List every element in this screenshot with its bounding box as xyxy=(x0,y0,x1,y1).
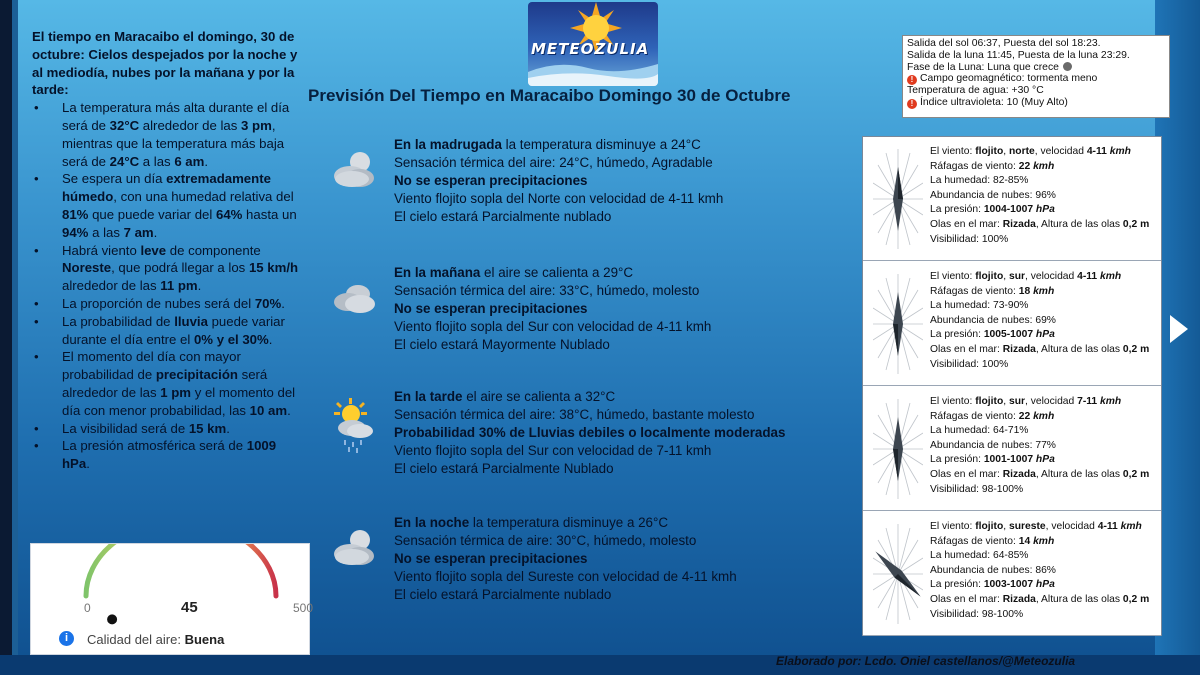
wind-card xyxy=(863,262,1161,386)
wind-line xyxy=(930,145,1149,160)
text: . xyxy=(204,153,209,169)
t: Ráfagas de viento: xyxy=(930,285,1019,297)
v: 0,2 m xyxy=(1122,218,1150,230)
period-sky: El cielo estará Mayormente Nublado xyxy=(394,337,610,352)
value: 81% xyxy=(62,206,89,222)
wind-compass-icon xyxy=(873,395,923,503)
text: alrededor de las xyxy=(62,278,161,294)
label-text: Calidad del aire: xyxy=(87,632,181,647)
left-frame-bar xyxy=(0,0,12,675)
credit-line: Elaborado por: Lcdo. Oniel castellanos/@Meteozulia xyxy=(776,654,1076,668)
v: sur xyxy=(1008,396,1026,407)
value: lluvia xyxy=(174,313,208,329)
moon-icon xyxy=(1063,62,1072,71)
uv-text: Índice ultravioleta: 10 (Muy Alto) xyxy=(920,97,1068,109)
summary-item-precipitation xyxy=(32,348,300,419)
page-title: Previsión Del Tiempo en Maracaibo Domingo 30 de Octubre xyxy=(308,86,791,105)
humidity-line: La humedad: 64-71% xyxy=(930,425,1029,437)
t: , velocidad xyxy=(1045,521,1098,532)
meteozulia-logo xyxy=(528,2,658,86)
t: Ráfagas de viento: xyxy=(930,410,1019,422)
t: , Altura de las olas xyxy=(1035,593,1123,605)
period-temp: el aire se calienta a 29°C xyxy=(480,265,634,280)
period-wind: Viento flojito sopla del Sur con velocidad de 4-11 kmh xyxy=(394,319,712,334)
cloud-line: Abundancia de nubes: 69% xyxy=(930,314,1056,326)
t: , xyxy=(1003,271,1009,282)
v: kmh xyxy=(1120,521,1142,532)
wind-card xyxy=(863,387,1161,511)
t: , velocidad xyxy=(1025,271,1078,282)
period-text xyxy=(394,136,723,226)
precip-text: No se esperan precipitaciones xyxy=(394,301,588,316)
period-sky: El cielo estará Parcialmente Nublado xyxy=(394,461,614,476)
text: , que podrá llegar a los xyxy=(111,260,249,276)
wind-card-text xyxy=(930,395,1149,497)
value: precipitación xyxy=(155,367,238,383)
period-text xyxy=(394,514,737,604)
sun-times: Salida del sol 06:37, Puesta del sol 18:23. xyxy=(907,38,1101,49)
period-name: En la tarde xyxy=(394,389,463,404)
text: alrededor de las xyxy=(139,117,242,133)
waves-line xyxy=(930,593,1149,608)
period-temp: la temperatura disminuye a 24°C xyxy=(501,137,701,152)
t: La presión: xyxy=(930,579,984,591)
wind-compass-icon xyxy=(873,145,923,253)
value: 94% xyxy=(62,224,89,240)
text: y el momento del día con menor probabilidad, las xyxy=(62,384,296,418)
summary-item-visibility xyxy=(32,420,300,438)
period-line-1 xyxy=(394,264,711,282)
v: Rizada xyxy=(1002,343,1036,355)
value: extremadamente húmedo xyxy=(62,171,271,205)
v: norte xyxy=(1008,146,1035,157)
v: Rizada xyxy=(1002,218,1036,230)
wind-card-text xyxy=(930,145,1149,247)
air-quality-card xyxy=(30,543,314,655)
gust-line xyxy=(930,285,1149,300)
text: La proporción de nubes será del xyxy=(62,295,255,311)
t: Ráfagas de viento: xyxy=(930,160,1019,172)
water-temperature: Temperatura de agua: +30 °C xyxy=(907,85,1044,97)
pressure-line xyxy=(930,578,1149,593)
wind-compass-icon xyxy=(873,270,923,378)
t: El viento: xyxy=(930,271,976,282)
period-feels-like: Sensación térmica del aire: 38°C, húmedo, bastante molesto xyxy=(394,407,755,422)
value: 1 pm xyxy=(160,384,192,400)
wind-card-text xyxy=(930,270,1149,372)
text: . xyxy=(287,402,291,418)
value: 70% xyxy=(254,295,282,311)
next-arrow-icon[interactable] xyxy=(1170,315,1188,343)
wind-arrow-icon xyxy=(893,167,903,231)
period-wind: Viento flojito sopla del Sur con velocidad de 7-11 kmh xyxy=(394,443,712,458)
v: kmh xyxy=(1033,535,1055,547)
period-temp: el aire se calienta a 32°C xyxy=(462,389,616,404)
text: . xyxy=(281,295,285,311)
text: puede variar durante el día entre el xyxy=(62,313,285,347)
warning-icon: ! xyxy=(907,99,917,109)
wind-card-text xyxy=(930,520,1149,622)
period-precip xyxy=(394,550,737,568)
t: Olas en el mar: xyxy=(930,593,1003,605)
cloud-line: Abundancia de nubes: 86% xyxy=(930,564,1056,576)
v: kmh xyxy=(1033,160,1055,172)
text: . xyxy=(86,456,90,472)
t: El viento: xyxy=(930,146,976,157)
v: 4-11 xyxy=(1086,146,1110,157)
wind-compass-icon xyxy=(873,520,923,628)
logo-text: METEOZULIA xyxy=(531,40,650,58)
v: kmh xyxy=(1109,146,1131,157)
summary-item-humidity xyxy=(32,170,300,241)
period-precip xyxy=(394,172,723,190)
v: kmh xyxy=(1100,271,1122,282)
v: hPa xyxy=(1035,579,1055,591)
v: flojito xyxy=(975,521,1004,532)
t: , Altura de las olas xyxy=(1035,343,1123,355)
visibility-line: Visibilidad: 98-100% xyxy=(930,608,1024,620)
t: La presión: xyxy=(930,329,984,341)
gauge-min-label: 0 xyxy=(84,601,91,615)
value: 24°C xyxy=(109,153,140,169)
wind-line xyxy=(930,395,1149,410)
text: Habrá viento xyxy=(62,242,141,258)
v: kmh xyxy=(1033,410,1055,422)
v: kmh xyxy=(1033,285,1055,297)
period-text xyxy=(394,264,711,354)
period-text xyxy=(394,388,785,478)
v: 1005-1007 xyxy=(983,329,1036,341)
text: , mientras que la temperatura más baja será de xyxy=(62,117,285,169)
value: 15 km/h xyxy=(248,260,299,276)
period-precip xyxy=(394,424,785,442)
summary-list xyxy=(32,99,300,473)
text: que puede variar del xyxy=(88,206,216,222)
t: , xyxy=(1003,396,1009,407)
summary-item-wind xyxy=(32,242,300,295)
v: hPa xyxy=(1035,329,1055,341)
value: leve xyxy=(140,242,167,258)
humidity-line: La humedad: 64-85% xyxy=(930,550,1029,562)
v: hPa xyxy=(1035,204,1055,216)
v: 4-11 xyxy=(1077,271,1101,282)
gust-line xyxy=(930,535,1149,550)
v: Rizada xyxy=(1002,593,1036,605)
period-feels-like: Sensación térmica del aire: 33°C, húmedo, molesto xyxy=(394,283,700,298)
text: . xyxy=(197,278,202,294)
t: La presión: xyxy=(930,454,984,466)
text: de componente xyxy=(166,242,261,258)
value: 1009 hPa xyxy=(62,438,277,472)
gauge-arc xyxy=(86,544,276,596)
precip-text: Probabilidad 30% de Lluvias debiles o localmente moderadas xyxy=(394,425,786,440)
moon-phase-row xyxy=(907,62,1165,74)
daily-summary xyxy=(32,28,300,473)
text: a las xyxy=(88,224,124,240)
wind-card xyxy=(863,512,1161,636)
v: 18 xyxy=(1018,285,1034,297)
value: 64% xyxy=(215,206,243,222)
visibility-line: Visibilidad: 98-100% xyxy=(930,483,1024,495)
moon-phase: Luna que crece xyxy=(987,61,1059,73)
v: kmh xyxy=(1100,396,1122,407)
text: , con una humedad relativa del xyxy=(113,189,294,205)
period-precip xyxy=(394,300,711,318)
period-feels-like: Sensación térmica del aire: 24°C, húmedo, Agradable xyxy=(394,155,713,170)
value: 15 km xyxy=(188,420,227,436)
summary-item-rain xyxy=(32,313,300,349)
gust-line xyxy=(930,410,1149,425)
t: El viento: xyxy=(930,396,976,407)
t: El viento: xyxy=(930,521,976,532)
v: 14 xyxy=(1018,535,1034,547)
wind-arrow-icon xyxy=(893,417,903,481)
v: Rizada xyxy=(1002,468,1036,480)
value: 10 am xyxy=(249,402,288,418)
t: Olas en el mar: xyxy=(930,343,1003,355)
t: , Altura de las olas xyxy=(1035,468,1123,480)
wind-detail-panel xyxy=(862,136,1162,636)
t: , Altura de las olas xyxy=(1035,218,1123,230)
pressure-line xyxy=(930,203,1149,218)
text: a las xyxy=(139,153,175,169)
air-quality-status: Buena xyxy=(184,632,225,647)
gauge-max-label: 500 xyxy=(293,601,314,615)
v: 22 xyxy=(1018,160,1034,172)
cloud-line: Abundancia de nubes: 96% xyxy=(930,189,1056,201)
cloudy-night-icon xyxy=(330,524,378,572)
cloudy-night-icon xyxy=(330,146,378,194)
v: 7-11 xyxy=(1077,396,1101,407)
v: 0,2 m xyxy=(1122,593,1150,605)
value: 7 am xyxy=(123,224,154,240)
text: La probabilidad de xyxy=(62,313,175,329)
cloud-line: Abundancia de nubes: 77% xyxy=(930,439,1056,451)
period-sky: El cielo estará Parcialmente nublado xyxy=(394,209,612,224)
v: 1003-1007 xyxy=(983,579,1036,591)
info-icon[interactable]: i xyxy=(59,631,74,646)
summary-item-pressure xyxy=(32,437,300,473)
text: Se espera un día xyxy=(62,171,167,187)
value: Noreste xyxy=(62,260,112,276)
v: sur xyxy=(1008,271,1026,282)
summary-item-temperature xyxy=(32,99,300,170)
v: flojito xyxy=(975,396,1004,407)
geomagnetic-row xyxy=(907,73,1165,85)
t: Olas en el mar: xyxy=(930,468,1003,480)
text: La presión atmosférica será de xyxy=(62,438,247,454)
text: . xyxy=(153,224,158,240)
humidity-line: La humedad: 82-85% xyxy=(930,175,1029,187)
sun-rain-cloud-icon xyxy=(330,398,378,454)
visibility-line: Visibilidad: 100% xyxy=(930,358,1009,370)
v: 0,2 m xyxy=(1122,468,1150,480)
astro-info-box xyxy=(902,35,1170,118)
geomagnetic-text: Campo geomagnético: tormenta meno xyxy=(920,73,1098,85)
v: sureste xyxy=(1008,521,1046,532)
wind-arrow-icon xyxy=(893,292,903,356)
period-name: En la mañana xyxy=(394,265,481,280)
cloudy-icon xyxy=(330,274,378,322)
air-quality-label xyxy=(87,632,224,647)
v: hPa xyxy=(1035,454,1055,466)
gauge-marker xyxy=(107,614,117,624)
text: La visibilidad será de xyxy=(62,420,189,436)
value: 11 pm xyxy=(160,278,198,294)
t: Ráfagas de viento: xyxy=(930,535,1019,547)
t: , velocidad xyxy=(1025,396,1078,407)
v: flojito xyxy=(975,271,1004,282)
t: , xyxy=(1003,146,1009,157)
precip-text: No se esperan precipitaciones xyxy=(394,173,588,188)
t: Olas en el mar: xyxy=(930,218,1003,230)
period-feels-like: Sensación térmica de aire: 30°C, húmedo, molesto xyxy=(394,533,697,548)
summary-title: El tiempo en Maracaibo el domingo, 30 de octubre: Cielos despejados por la noche y al mediodía, nubes por la mañana y por la tarde: xyxy=(32,29,298,98)
t: La presión: xyxy=(930,204,984,216)
summary-item-clouds xyxy=(32,295,300,313)
value: 0% y el 30% xyxy=(193,331,269,347)
period-line-1 xyxy=(394,136,723,154)
t: , xyxy=(1003,521,1009,532)
v: 1004-1007 xyxy=(983,204,1036,216)
visibility-line: Visibilidad: 100% xyxy=(930,233,1009,245)
period-sky: El cielo estará Parcialmente nublado xyxy=(394,587,612,602)
left-frame-accent xyxy=(12,0,18,675)
v: 22 xyxy=(1018,410,1034,422)
period-wind: Viento flojito sopla del Norte con velocidad de 4-11 kmh xyxy=(394,191,724,206)
warning-icon: ! xyxy=(907,75,917,85)
gauge-value: 45 xyxy=(181,599,198,616)
wind-line xyxy=(930,270,1149,285)
wind-card xyxy=(863,137,1161,261)
text: . xyxy=(226,420,230,436)
humidity-line: La humedad: 73-90% xyxy=(930,300,1029,312)
precip-text: No se esperan precipitaciones xyxy=(394,551,588,566)
text: El momento del día con mayor probabilidad de xyxy=(62,349,241,383)
period-line-1 xyxy=(394,514,737,532)
waves-line xyxy=(930,218,1149,233)
value: 32°C xyxy=(109,117,140,133)
moon-times: Salida de la luna 11:45, Puesta de la luna 23:29. xyxy=(907,49,1130,61)
text: hasta un xyxy=(242,206,297,222)
v: 1001-1007 xyxy=(983,454,1036,466)
pressure-line xyxy=(930,453,1149,468)
period-line-1 xyxy=(394,388,785,406)
period-name: En la noche xyxy=(394,515,470,530)
waves-line xyxy=(930,343,1149,358)
value: 6 am xyxy=(174,153,205,169)
moon-phase-label: Fase de la Luna: xyxy=(907,61,988,73)
period-wind: Viento flojito sopla del Sureste con velocidad de 4-11 kmh xyxy=(394,569,737,584)
text: será alrededor de las xyxy=(62,367,268,400)
v: flojito xyxy=(975,146,1004,157)
text: La temperatura más alta durante el día será de xyxy=(62,100,290,133)
t: , velocidad xyxy=(1034,146,1087,157)
pressure-line xyxy=(930,328,1149,343)
v: 0,2 m xyxy=(1122,343,1150,355)
wind-line xyxy=(930,520,1149,535)
text: . xyxy=(268,331,273,347)
uv-row xyxy=(907,97,1165,109)
waves-line xyxy=(930,468,1149,483)
period-name: En la madrugada xyxy=(394,137,502,152)
v: 4-11 xyxy=(1097,521,1121,532)
period-temp: la temperatura disminuye a 26°C xyxy=(469,515,669,530)
value: 3 pm xyxy=(241,117,272,133)
gust-line xyxy=(930,160,1149,175)
